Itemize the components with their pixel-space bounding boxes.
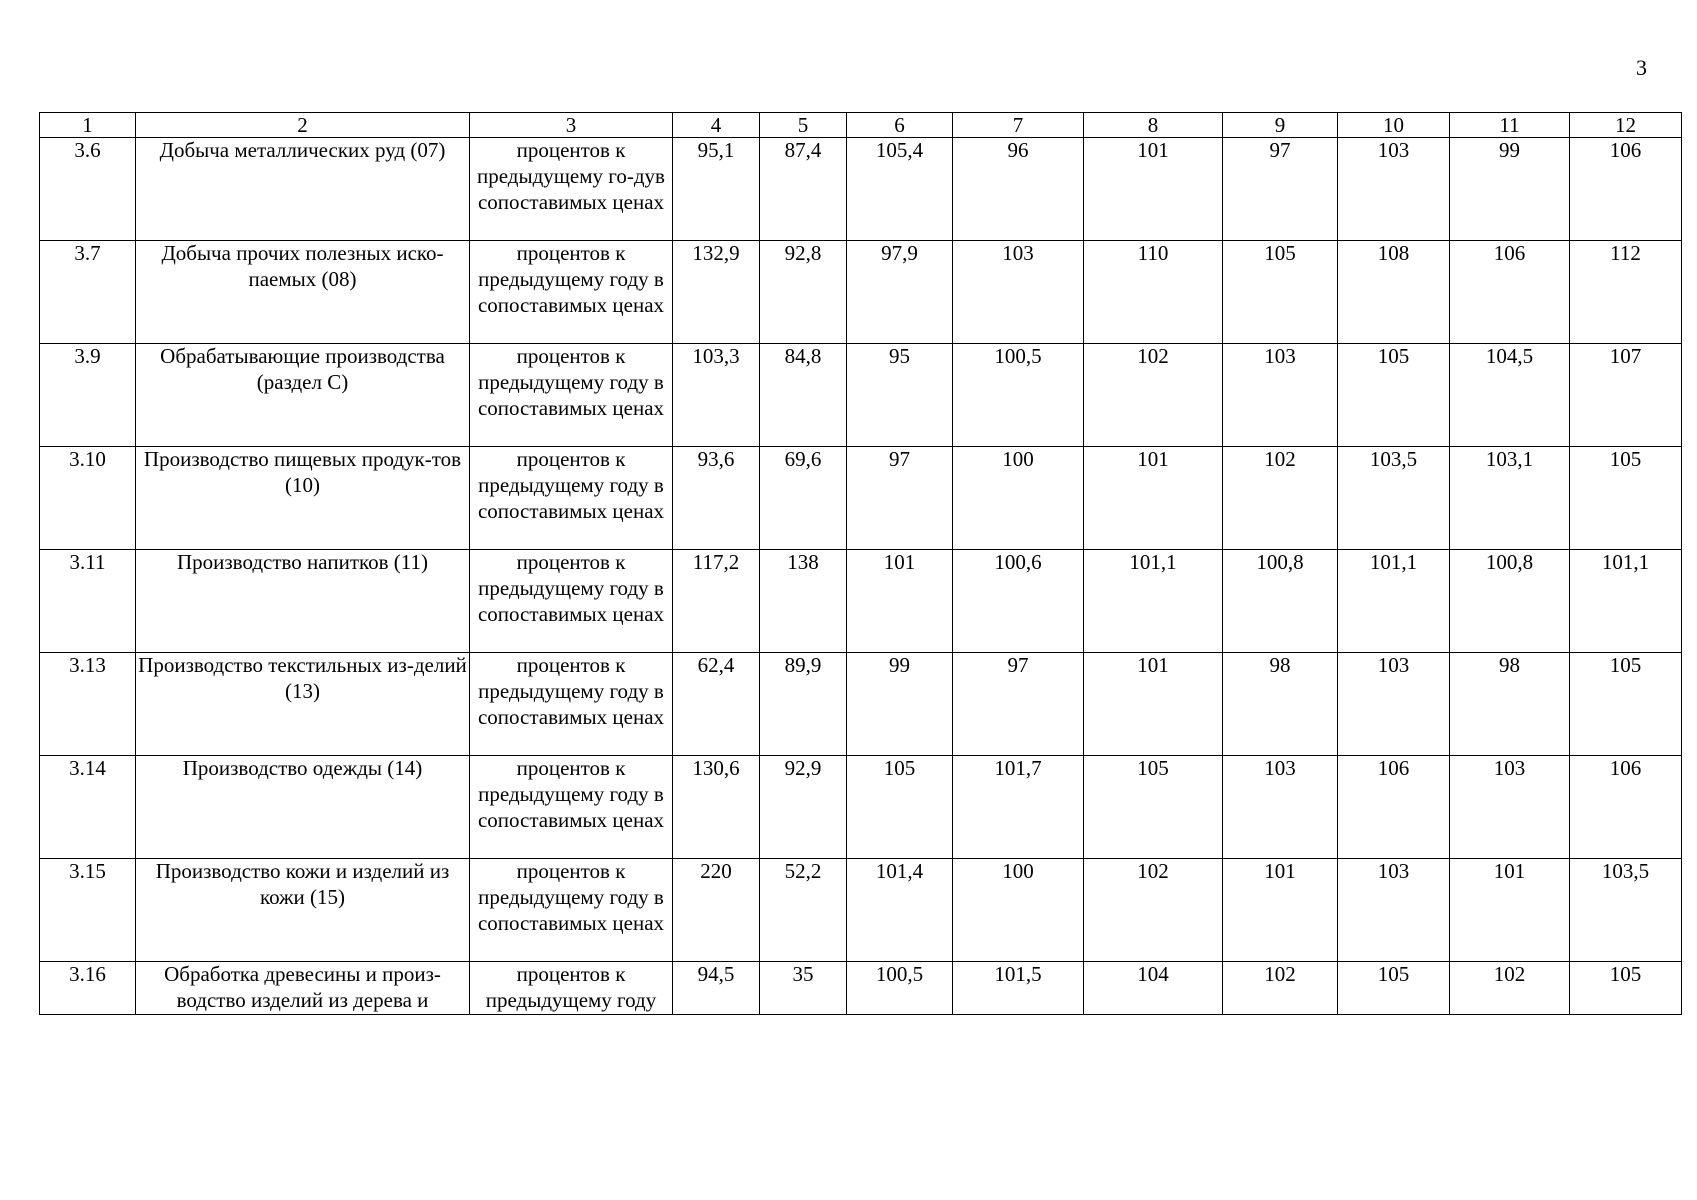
row-number-cell: 3.7 [40, 241, 136, 344]
value-cell: 138 [760, 550, 847, 653]
table-row [40, 241, 1682, 344]
column-header: 6 [847, 113, 953, 138]
value-cell: 102 [1223, 447, 1338, 550]
data-table [39, 112, 1682, 1015]
value-cell: 52,2 [760, 859, 847, 962]
value-cell: 84,8 [760, 344, 847, 447]
value-cell: 101,7 [953, 756, 1084, 859]
value-cell: 94,5 [673, 962, 760, 1015]
value-cell: 98 [1223, 653, 1338, 756]
value-cell: 105 [1570, 653, 1682, 756]
indicator-name-cell: Производство напитков (11) [136, 550, 470, 653]
value-cell: 103,5 [1570, 859, 1682, 962]
value-cell: 92,8 [760, 241, 847, 344]
value-cell: 103 [1450, 756, 1570, 859]
row-number-cell: 3.14 [40, 756, 136, 859]
value-cell: 117,2 [673, 550, 760, 653]
table-row [40, 550, 1682, 653]
table-row [40, 138, 1682, 241]
value-cell: 105 [847, 756, 953, 859]
value-cell: 102 [1223, 962, 1338, 1015]
indicator-name-cell: Производство кожи и изделий из кожи (15) [136, 859, 470, 962]
value-cell: 103 [1338, 138, 1450, 241]
unit-cell: процентов к предыдущему году в сопоставимых ценах [470, 756, 673, 859]
column-header: 3 [470, 113, 673, 138]
value-cell: 101,4 [847, 859, 953, 962]
value-cell: 95,1 [673, 138, 760, 241]
table-body [40, 138, 1682, 1015]
table-header [40, 113, 1682, 138]
row-number-cell: 3.13 [40, 653, 136, 756]
value-cell: 101 [1084, 653, 1223, 756]
column-header: 7 [953, 113, 1084, 138]
value-cell: 107 [1570, 344, 1682, 447]
value-cell: 108 [1338, 241, 1450, 344]
value-cell: 106 [1570, 756, 1682, 859]
value-cell: 105 [1338, 344, 1450, 447]
value-cell: 100 [953, 859, 1084, 962]
value-cell: 100,8 [1223, 550, 1338, 653]
unit-cell: процентов к предыдущему го-дув сопоставимых ценах [470, 138, 673, 241]
row-number-cell: 3.10 [40, 447, 136, 550]
value-cell: 105,4 [847, 138, 953, 241]
indicator-name-cell: Добыча прочих полезных иско-паемых (08) [136, 241, 470, 344]
value-cell: 97,9 [847, 241, 953, 344]
value-cell: 105 [1223, 241, 1338, 344]
value-cell: 112 [1570, 241, 1682, 344]
value-cell: 105 [1570, 962, 1682, 1015]
value-cell: 97 [953, 653, 1084, 756]
value-cell: 101 [847, 550, 953, 653]
value-cell: 101 [1084, 138, 1223, 241]
value-cell: 130,6 [673, 756, 760, 859]
value-cell: 103 [1338, 653, 1450, 756]
indicator-name-cell: Производство одежды (14) [136, 756, 470, 859]
value-cell: 103,5 [1338, 447, 1450, 550]
indicator-name-cell: Обрабатывающие производства (раздел С) [136, 344, 470, 447]
table-row [40, 447, 1682, 550]
indicator-name-cell: Добыча металлических руд (07) [136, 138, 470, 241]
value-cell: 99 [847, 653, 953, 756]
value-cell: 62,4 [673, 653, 760, 756]
value-cell: 103 [1338, 859, 1450, 962]
value-cell: 92,9 [760, 756, 847, 859]
unit-cell: процентов к предыдущему году [470, 962, 673, 1015]
value-cell: 103,3 [673, 344, 760, 447]
value-cell: 100,6 [953, 550, 1084, 653]
value-cell: 99 [1450, 138, 1570, 241]
row-number-cell: 3.9 [40, 344, 136, 447]
value-cell: 106 [1570, 138, 1682, 241]
table-row [40, 962, 1682, 1015]
value-cell: 102 [1084, 859, 1223, 962]
value-cell: 101 [1223, 859, 1338, 962]
value-cell: 96 [953, 138, 1084, 241]
column-header: 8 [1084, 113, 1223, 138]
column-header: 9 [1223, 113, 1338, 138]
value-cell: 101,1 [1084, 550, 1223, 653]
indicator-name-cell: Обработка древесины и произ-водство изделий из дерева и [136, 962, 470, 1015]
unit-cell: процентов к предыдущему году в сопоставимых ценах [470, 859, 673, 962]
value-cell: 110 [1084, 241, 1223, 344]
value-cell: 100,5 [847, 962, 953, 1015]
column-header: 2 [136, 113, 470, 138]
value-cell: 100,5 [953, 344, 1084, 447]
value-cell: 103,1 [1450, 447, 1570, 550]
value-cell: 104,5 [1450, 344, 1570, 447]
indicator-name-cell: Производство текстильных из-делий (13) [136, 653, 470, 756]
table-row [40, 653, 1682, 756]
row-number-cell: 3.11 [40, 550, 136, 653]
value-cell: 93,6 [673, 447, 760, 550]
value-cell: 106 [1450, 241, 1570, 344]
value-cell: 220 [673, 859, 760, 962]
row-number-cell: 3.6 [40, 138, 136, 241]
row-number-cell: 3.16 [40, 962, 136, 1015]
value-cell: 104 [1084, 962, 1223, 1015]
value-cell: 89,9 [760, 653, 847, 756]
table-row [40, 756, 1682, 859]
value-cell: 103 [953, 241, 1084, 344]
value-cell: 101,1 [1570, 550, 1682, 653]
column-header: 10 [1338, 113, 1450, 138]
value-cell: 105 [1338, 962, 1450, 1015]
value-cell: 103 [1223, 756, 1338, 859]
value-cell: 132,9 [673, 241, 760, 344]
value-cell: 101,1 [1338, 550, 1450, 653]
value-cell: 105 [1570, 447, 1682, 550]
row-number-cell: 3.15 [40, 859, 136, 962]
value-cell: 101 [1450, 859, 1570, 962]
value-cell: 97 [847, 447, 953, 550]
column-header: 11 [1450, 113, 1570, 138]
indicator-name-cell: Производство пищевых продук-тов (10) [136, 447, 470, 550]
unit-cell: процентов к предыдущему году в сопоставимых ценах [470, 447, 673, 550]
unit-cell: процентов к предыдущему году в сопоставимых ценах [470, 344, 673, 447]
value-cell: 102 [1450, 962, 1570, 1015]
value-cell: 101,5 [953, 962, 1084, 1015]
table-row [40, 859, 1682, 962]
value-cell: 102 [1084, 344, 1223, 447]
value-cell: 100,8 [1450, 550, 1570, 653]
unit-cell: процентов к предыдущему году в сопоставимых ценах [470, 653, 673, 756]
value-cell: 101 [1084, 447, 1223, 550]
value-cell: 106 [1338, 756, 1450, 859]
column-header: 12 [1570, 113, 1682, 138]
value-cell: 98 [1450, 653, 1570, 756]
page-number: 3 [1636, 55, 1647, 80]
value-cell: 105 [1084, 756, 1223, 859]
value-cell: 97 [1223, 138, 1338, 241]
unit-cell: процентов к предыдущему году в сопоставимых ценах [470, 550, 673, 653]
value-cell: 100 [953, 447, 1084, 550]
header-row [40, 113, 1682, 138]
column-header: 4 [673, 113, 760, 138]
table-row [40, 344, 1682, 447]
unit-cell: процентов к предыдущему году в сопоставимых ценах [470, 241, 673, 344]
value-cell: 87,4 [760, 138, 847, 241]
column-header: 1 [40, 113, 136, 138]
value-cell: 95 [847, 344, 953, 447]
column-header: 5 [760, 113, 847, 138]
value-cell: 103 [1223, 344, 1338, 447]
value-cell: 69,6 [760, 447, 847, 550]
value-cell: 35 [760, 962, 847, 1015]
